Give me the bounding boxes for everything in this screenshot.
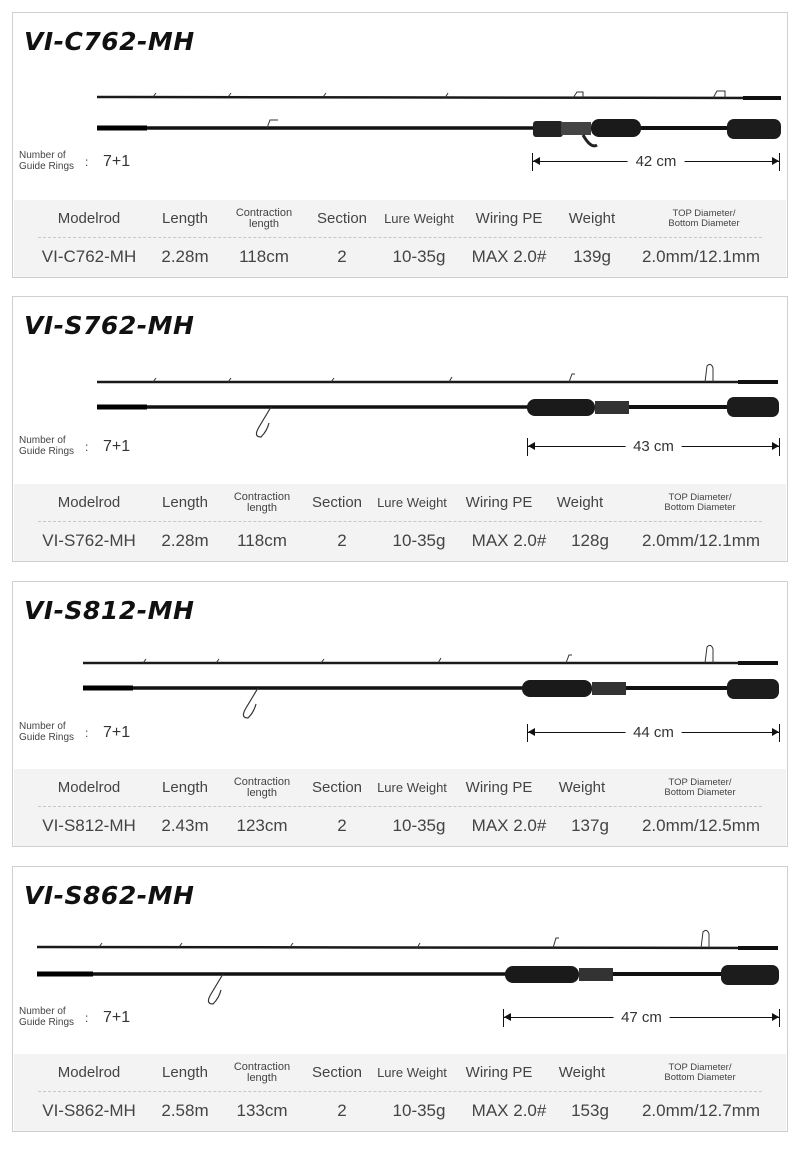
spec-table: [14, 769, 786, 846]
header-modelrod: Modelrod: [57, 210, 121, 227]
header-diameter: TOP Diameter/ Bottom Diameter: [664, 491, 736, 513]
rod-illustration: [13, 582, 789, 772]
guide-rings-label: Number of Guide Rings: [19, 150, 75, 172]
value-modelrod: VI-S812-MH: [42, 816, 136, 835]
header-section: Section: [316, 210, 368, 227]
handle-length-dimension: [503, 1009, 780, 1027]
guide-rings-colon: :: [85, 155, 89, 169]
header-length: Length: [162, 1064, 208, 1081]
guide-rings-colon: :: [85, 726, 89, 740]
value-lure-weight: 10-35g: [392, 1101, 446, 1120]
handle-length-label: 42 cm: [628, 153, 685, 170]
product-title: VI-S862-MH: [24, 881, 195, 910]
value-contraction-length: 118cm: [239, 247, 289, 266]
spec-divider: [38, 1091, 762, 1092]
guide-rings-label: Number of Guide Rings: [19, 435, 75, 457]
guide-rings-value: 7+1: [103, 153, 131, 170]
rod-illustration: [13, 867, 789, 1057]
spec-value-row: [14, 524, 786, 558]
value-wiring-pe: MAX 2.0#: [471, 531, 547, 550]
handle-length-dimension: [532, 153, 780, 171]
value-weight: 153g: [571, 1101, 609, 1120]
handle-length-dimension: [527, 724, 780, 742]
handle-length-label: 43 cm: [625, 438, 682, 455]
header-contraction-length: Contraction length: [233, 1060, 291, 1084]
guide-rings-value: 7+1: [103, 438, 131, 455]
value-section: 2: [337, 816, 347, 835]
spec-header-row: [14, 769, 786, 806]
product-card: [12, 12, 788, 278]
product-card: [12, 866, 788, 1132]
product-title: VI-C762-MH: [24, 27, 195, 56]
product-title: VI-S762-MH: [24, 311, 195, 340]
header-lure-weight: Lure Weight: [377, 780, 447, 795]
spec-table: [14, 200, 786, 277]
spec-divider: [38, 237, 762, 238]
header-weight: Weight: [558, 779, 606, 796]
spec-value-row: [14, 240, 786, 274]
guide-rings-value: 7+1: [103, 724, 131, 741]
value-length: 2.43m: [161, 816, 209, 835]
header-wiring-pe: Wiring PE: [465, 779, 533, 796]
value-diameter: 2.0mm/12.1mm: [641, 247, 761, 266]
header-length: Length: [162, 494, 208, 511]
spec-header-row: [14, 484, 786, 521]
header-contraction-length: Contraction length: [235, 206, 293, 230]
rod-illustration: [13, 13, 789, 203]
header-modelrod: Modelrod: [57, 1064, 121, 1081]
value-length: 2.28m: [161, 247, 209, 266]
product-card: [12, 296, 788, 562]
header-contraction-length: Contraction length: [233, 490, 291, 514]
header-diameter: TOP Diameter/ Bottom Diameter: [668, 207, 740, 229]
header-lure-weight: Lure Weight: [384, 211, 454, 226]
header-length: Length: [162, 779, 208, 796]
header-wiring-pe: Wiring PE: [465, 494, 533, 511]
value-diameter: 2.0mm/12.7mm: [641, 1101, 761, 1120]
value-length: 2.28m: [161, 531, 209, 550]
value-weight: 137g: [571, 816, 609, 835]
guide-rings-colon: :: [85, 1011, 89, 1025]
value-wiring-pe: MAX 2.0#: [471, 816, 547, 835]
guide-rings-label: Number of Guide Rings: [19, 721, 75, 743]
header-section: Section: [311, 1064, 363, 1081]
header-length: Length: [162, 210, 208, 227]
guide-rings-value: 7+1: [103, 1009, 131, 1026]
guide-rings-colon: :: [85, 440, 89, 454]
header-lure-weight: Lure Weight: [377, 495, 447, 510]
value-contraction-length: 118cm: [237, 531, 287, 550]
value-section: 2: [337, 1101, 347, 1120]
header-diameter: TOP Diameter/ Bottom Diameter: [664, 776, 736, 798]
value-modelrod: VI-S862-MH: [42, 1101, 136, 1120]
value-contraction-length: 123cm: [236, 816, 288, 835]
value-diameter: 2.0mm/12.5mm: [641, 816, 761, 835]
value-weight: 139g: [573, 247, 611, 266]
value-length: 2.58m: [161, 1101, 209, 1120]
header-modelrod: Modelrod: [57, 494, 121, 511]
spec-header-row: [14, 200, 786, 237]
header-section: Section: [311, 779, 363, 796]
value-lure-weight: 10-35g: [392, 816, 446, 835]
rod-illustration: [13, 297, 789, 487]
value-wiring-pe: MAX 2.0#: [471, 1101, 547, 1120]
header-lure-weight: Lure Weight: [377, 1065, 447, 1080]
spec-value-row: [14, 809, 786, 843]
header-diameter: TOP Diameter/ Bottom Diameter: [664, 1061, 736, 1083]
header-weight: Weight: [556, 494, 604, 511]
header-contraction-length: Contraction length: [233, 775, 291, 799]
handle-length-label: 47 cm: [613, 1009, 670, 1026]
product-card: [12, 581, 788, 847]
guide-rings-label: Number of Guide Rings: [19, 1006, 75, 1028]
value-section: 2: [337, 247, 347, 266]
spec-table: [14, 1054, 786, 1131]
handle-length-dimension: [527, 438, 780, 456]
spec-table: [14, 484, 786, 561]
spec-value-row: [14, 1094, 786, 1128]
value-modelrod: VI-C762-MH: [41, 247, 137, 266]
spec-divider: [38, 521, 762, 522]
value-diameter: 2.0mm/12.1mm: [641, 531, 761, 550]
spec-header-row: [14, 1054, 786, 1091]
value-wiring-pe: MAX 2.0#: [471, 247, 547, 266]
header-modelrod: Modelrod: [57, 779, 121, 796]
value-weight: 128g: [571, 531, 609, 550]
header-wiring-pe: Wiring PE: [475, 210, 543, 227]
header-weight: Weight: [568, 210, 616, 227]
header-weight: Weight: [558, 1064, 606, 1081]
value-modelrod: VI-S762-MH: [42, 531, 136, 550]
header-wiring-pe: Wiring PE: [465, 1064, 533, 1081]
value-section: 2: [337, 531, 347, 550]
product-title: VI-S812-MH: [24, 596, 195, 625]
handle-length-label: 44 cm: [625, 724, 682, 741]
header-section: Section: [311, 494, 363, 511]
spec-divider: [38, 806, 762, 807]
value-contraction-length: 133cm: [236, 1101, 288, 1120]
value-lure-weight: 10-35g: [392, 531, 446, 550]
value-lure-weight: 10-35g: [392, 247, 446, 266]
